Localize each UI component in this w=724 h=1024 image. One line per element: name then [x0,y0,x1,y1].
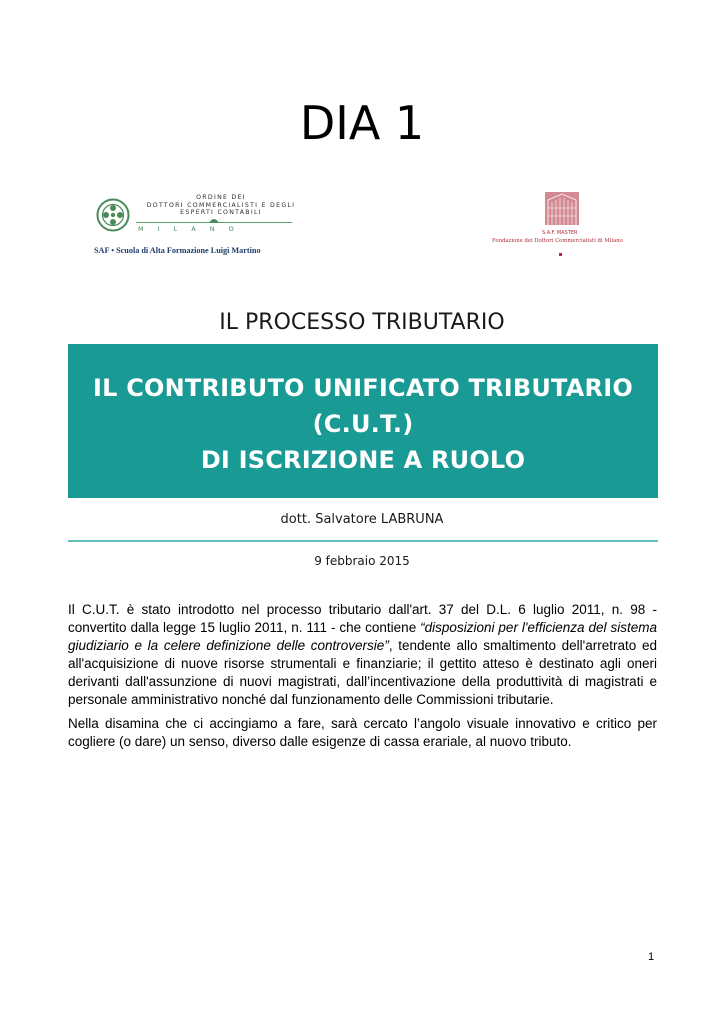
banner-line-2: (C.U.T.) [312,410,414,438]
process-title: IL PROCESSO TRIBUTARIO [219,310,505,335]
ordine-line-3: ESPERTI CONTABILI [180,209,262,216]
ordine-city: MILANO [138,225,248,233]
banner-line-1: IL CONTRIBUTO UNIFICATO TRIBUTARIO [93,374,633,402]
leaf-icon [209,217,219,223]
saf-master-dot [559,253,562,256]
page-number: 1 [648,951,655,963]
body-paragraph-1 [68,601,657,709]
body-paragraph-2: Nella disamina che ci accingiamo a fare, sarà cercato l’angolo visuale innovativo e critico per cogliere (o dare) un senso, diverso dalle esigenze di cassa erariale, al nuovo tributo. [68,716,657,749]
presentation-date: 9 febbraio 2015 [314,554,410,568]
saf-master-building-icon [542,190,582,228]
ordine-emblem-icon [96,198,130,232]
page-heading: DIA 1 [299,96,425,150]
ordine-line-2: DOTTORI COMMERCIALISTI E DEGLI [146,201,296,209]
saf-master-logo [492,190,642,270]
body-p1-rest: , tendente allo smaltimento dell'arretrato ed all'acquisizione di nuove risorse strumentali e finanziarie; il gettito atteso è destinato agli oneri derivanti dall'assunzione di nuovi magistrati, dall’incentivazione della produttività di magistrati e personale amministrativo nonché dal funzionamento delle Commissioni tributarie. [68,638,657,707]
saf-master-label: S.A.F. MASTER [542,230,578,236]
body-p1-quote: “disposizioni per l'efficienza del sistema giudiziario e la celere definizione delle controversie” [68,620,657,653]
saf-school-name: SAF • Scuola di Alta Formazione Luigi Martino [94,246,261,255]
saf-master-subtitle: Fondazione dei Dottori Commercialisti di Milano [492,238,623,244]
author-name: dott. Salvatore LABRUNA [280,512,444,527]
body-text [68,601,657,757]
ordine-text [136,194,306,217]
ordine-logo [94,188,294,258]
title-banner [68,344,658,498]
body-p1-intro: Il C.U.T. è stato introdotto nel processo tributario dall'art. 37 del D.L. 6 luglio 2011, n. 98 - convertito dalla legge 15 luglio 2011, n. 111 - che contiene [68,602,657,635]
banner-line-3: DI ISCRIZIONE A RUOLO [200,446,526,474]
ordine-line-1: ORDINE DEI [196,194,246,201]
divider-rule [68,540,658,542]
